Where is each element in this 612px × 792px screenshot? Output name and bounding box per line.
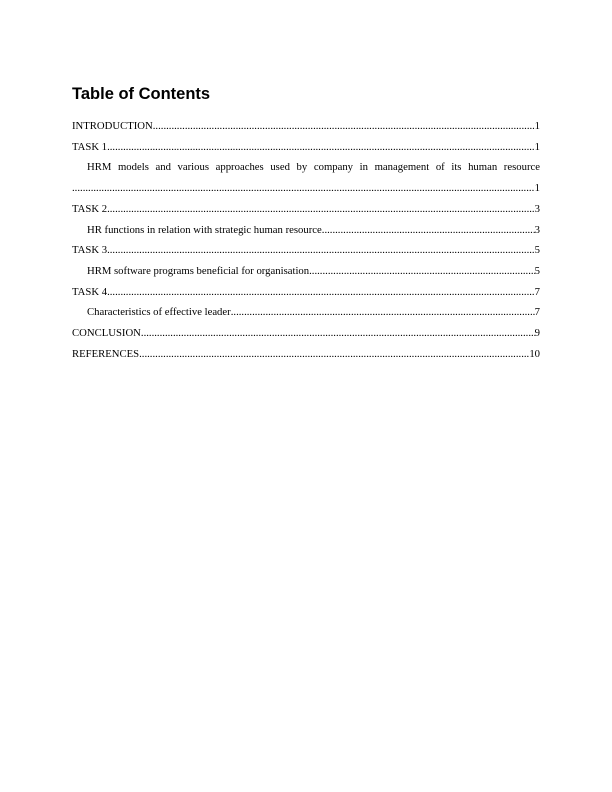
toc-dot-leader bbox=[107, 137, 535, 158]
toc-entry-references[interactable] bbox=[72, 344, 540, 365]
toc-entry-introduction[interactable] bbox=[72, 116, 540, 137]
toc-entry-text: TASK 2 bbox=[72, 202, 108, 215]
toc-entry-conclusion[interactable] bbox=[72, 323, 540, 344]
toc-entry-task-1[interactable] bbox=[72, 137, 540, 158]
toc-entry-text: CONCLUSION bbox=[72, 327, 141, 340]
toc-dot-leader bbox=[141, 323, 535, 344]
toc-entry-text: TASK 1 bbox=[72, 140, 108, 153]
toc-entry-text: HR functions in relation with strategic human resource bbox=[87, 223, 322, 236]
toc-entry-text: INTRODUCTION bbox=[72, 120, 153, 132]
toc-dot-leader bbox=[309, 261, 535, 282]
toc-dot-leader bbox=[72, 178, 535, 199]
toc-page-number: 1 bbox=[534, 120, 540, 132]
toc-dot-leader bbox=[139, 344, 529, 365]
toc-dot-leader bbox=[107, 199, 535, 220]
toc-entry-text: TASK 4 bbox=[72, 285, 108, 298]
toc-page-number: 9 bbox=[534, 327, 540, 340]
toc-dot-leader bbox=[107, 282, 535, 303]
toc-page-number: 1 bbox=[534, 182, 540, 195]
toc-title: Table of Contents bbox=[72, 85, 211, 103]
toc-entry-hrm-software[interactable] bbox=[72, 261, 540, 282]
toc-page-number: 10 bbox=[529, 347, 540, 360]
toc-page-number: 5 bbox=[534, 264, 540, 277]
toc-page-number: 3 bbox=[534, 202, 540, 215]
toc-dot-leader bbox=[107, 240, 535, 261]
toc-entry-hr-functions[interactable] bbox=[72, 220, 540, 241]
toc-entry-task-3[interactable] bbox=[72, 240, 540, 261]
toc-page-number: 3 bbox=[534, 223, 540, 236]
toc-page-number: 7 bbox=[534, 306, 540, 319]
toc-entry-task-2[interactable] bbox=[72, 199, 540, 220]
toc-page-number: 5 bbox=[534, 244, 540, 257]
toc-page-number: 1 bbox=[534, 140, 540, 153]
toc-entry-continuation bbox=[72, 178, 540, 199]
toc-entry-text: HRM software programs beneficial for organisation bbox=[87, 264, 310, 277]
toc-entry-text: Characteristics of effective leader bbox=[87, 306, 231, 319]
toc-dot-leader bbox=[322, 220, 535, 241]
toc-entry-text: REFERENCES bbox=[72, 347, 140, 360]
toc-dot-leader bbox=[153, 116, 535, 137]
toc-page-number: 7 bbox=[534, 285, 540, 298]
toc-entry-effective-leader[interactable] bbox=[72, 302, 540, 323]
toc-entry-text: HRM models and various approaches used by company in management of its human resource bbox=[87, 161, 540, 174]
toc-entry-task-4[interactable] bbox=[72, 282, 540, 303]
document-page bbox=[72, 84, 540, 364]
toc-dot-leader bbox=[231, 302, 535, 323]
toc-list bbox=[72, 116, 540, 364]
toc-entry-hrm-models[interactable] bbox=[72, 157, 540, 198]
toc-entry-text: TASK 3 bbox=[72, 244, 108, 257]
